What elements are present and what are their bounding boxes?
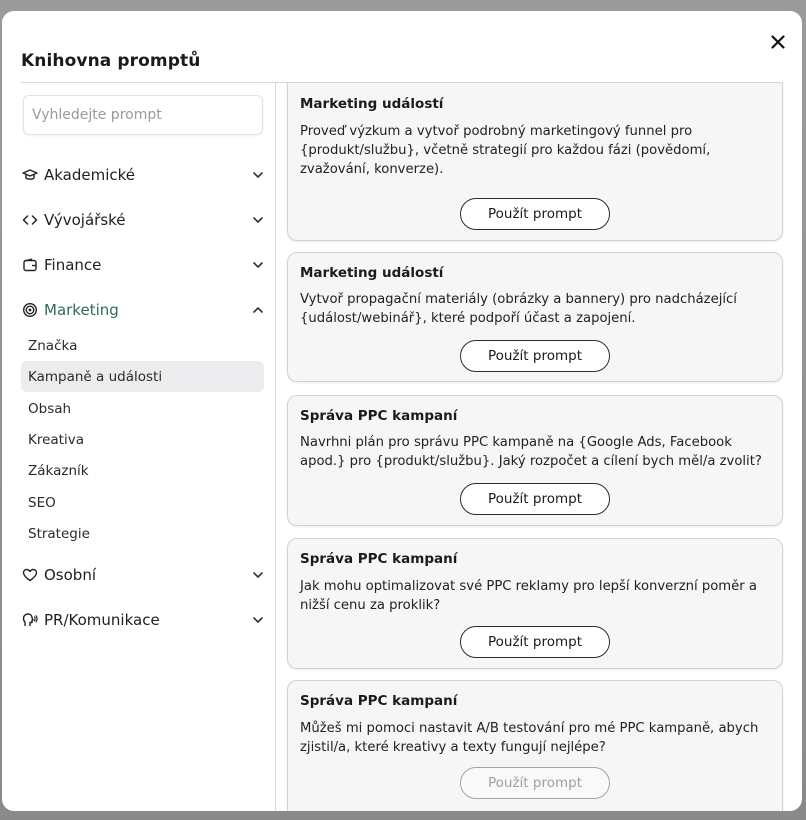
category-finance[interactable]	[21, 251, 265, 279]
category-sidebar	[21, 83, 276, 811]
prompt-card	[287, 538, 783, 669]
prompt-library-modal	[2, 11, 802, 811]
category-akademicke[interactable]	[21, 161, 265, 189]
chevron-down-icon	[251, 168, 265, 182]
prompt-text: Můžeš mi pomoci nastavit A/B testování pro mé PPC kampaně, abych zjistil/a, které kreativy a texty fungují nejlépe?	[300, 721, 759, 755]
use-prompt-button[interactable]: Použít prompt	[460, 626, 610, 658]
category-osobni[interactable]	[21, 561, 265, 589]
category-label: PR/Komunikace	[44, 611, 160, 629]
category-label: Vývojářské	[44, 211, 126, 229]
use-prompt-button[interactable]: Použít prompt	[460, 340, 610, 372]
subcategory-kreativa[interactable]: Kreativa	[28, 431, 84, 448]
subcategory-kampane-a-udalosti[interactable]: Kampaně a události	[21, 361, 264, 392]
category-label: Akademické	[44, 166, 136, 184]
prompt-title: Správa PPC kampaní	[300, 551, 458, 567]
chevron-down-icon	[251, 258, 265, 272]
category-label: Marketing	[44, 301, 119, 319]
subcategory-zakaznik[interactable]: Zákazník	[28, 462, 89, 479]
use-prompt-button[interactable]: Použít prompt	[460, 483, 610, 515]
category-marketing[interactable]	[21, 296, 265, 324]
prompt-title: Marketing událostí	[300, 96, 444, 112]
prompt-text: Jak mohu optimalizovat své PPC reklamy pro lepší konverzní poměr a nižší cenu za proklik?	[300, 579, 757, 613]
subcategory-strategie[interactable]: Strategie	[28, 525, 90, 542]
prompt-text: Vytvoř propagační materiály (obrázky a bannery) pro nadcházející {událost/webinář}, které podpoří účast a zapojení.	[300, 292, 737, 326]
prompt-card	[287, 83, 783, 241]
target-icon	[22, 302, 38, 318]
heart-icon	[22, 567, 38, 583]
close-icon	[771, 35, 785, 49]
category-label: Osobní	[44, 566, 96, 584]
prompt-text: Proveď výzkum a vytvoř podrobný marketingový funnel pro {produkt/službu}, včetně strategií pro každou fázi (povědomí, zvažování, konverze).	[300, 124, 711, 177]
close-button[interactable]	[765, 29, 791, 55]
code-brackets-icon	[22, 212, 38, 228]
subcategory-obsah[interactable]: Obsah	[28, 400, 72, 417]
chevron-down-icon	[251, 613, 265, 627]
prompt-search-input[interactable]	[23, 95, 263, 135]
prompt-title: Správa PPC kampaní	[300, 693, 458, 709]
graduation-cap-icon	[22, 167, 38, 183]
prompt-list[interactable]	[277, 83, 802, 811]
chevron-down-icon	[251, 213, 265, 227]
modal-title: Knihovna promptů	[21, 51, 201, 71]
prompt-card	[287, 395, 783, 526]
use-prompt-button[interactable]: Použít prompt	[460, 767, 610, 799]
category-vyvojarske[interactable]	[21, 206, 265, 234]
chevron-up-icon	[251, 303, 265, 317]
category-label: Finance	[44, 256, 102, 274]
category-pr-komunikace[interactable]	[21, 606, 265, 634]
speaking-head-icon	[22, 612, 38, 628]
prompt-title: Marketing událostí	[300, 265, 444, 281]
prompt-title: Správa PPC kampaní	[300, 408, 458, 424]
prompt-text: Navrhni plán pro správu PPC kampaně na {Google Ads, Facebook apod.} pro {produkt/službu}. Jaký rozpočet a cílení bych měl/a zvolit?	[300, 435, 762, 469]
wallet-icon	[22, 257, 38, 273]
modal-header	[21, 11, 783, 83]
subcategory-seo[interactable]: SEO	[28, 494, 56, 511]
chevron-down-icon	[251, 568, 265, 582]
use-prompt-button[interactable]: Použít prompt	[460, 198, 610, 230]
prompt-card	[287, 252, 783, 382]
prompt-card	[287, 680, 783, 811]
subcategory-znacka[interactable]: Značka	[28, 337, 78, 354]
